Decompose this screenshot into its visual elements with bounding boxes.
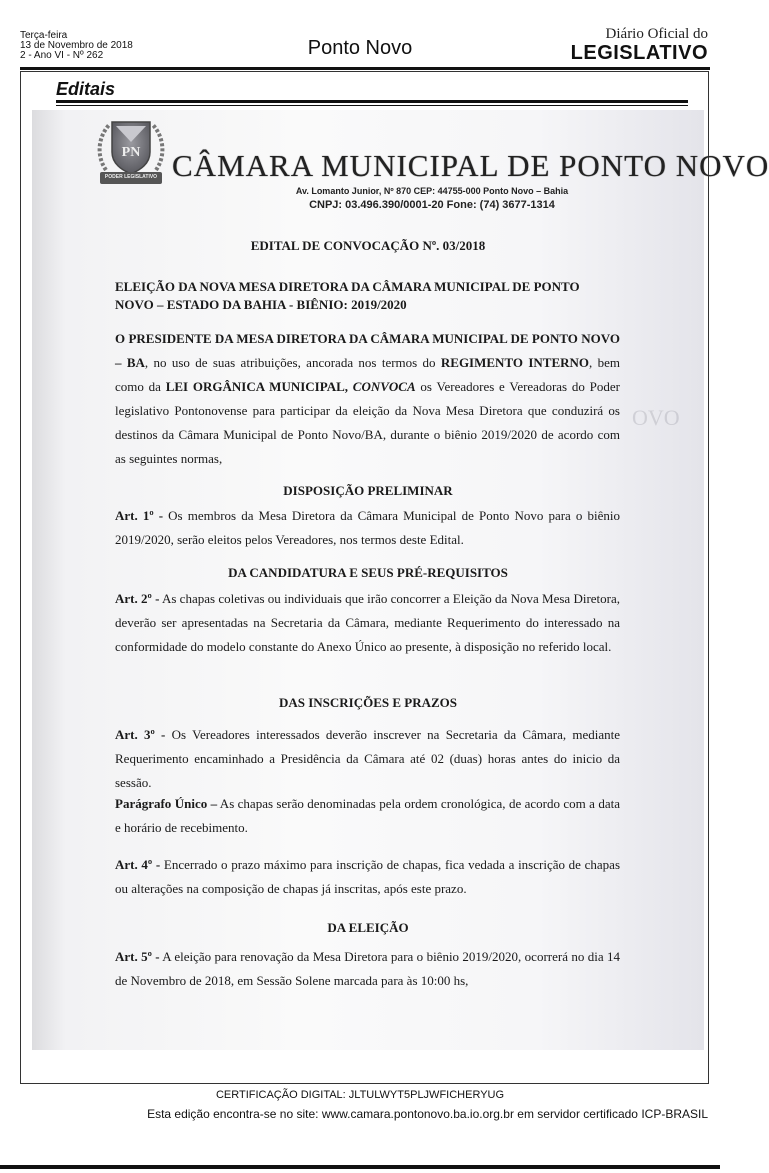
city-name: Ponto Novo — [307, 37, 413, 59]
issue-date: 13 de Novembro de 2018 — [20, 40, 133, 51]
art4-label: Art. 4º - — [115, 857, 161, 872]
article-1 — [115, 504, 620, 552]
svg-text:PN: PN — [121, 145, 141, 160]
brand-top: Diário Oficial do — [605, 26, 708, 42]
footer-divider — [0, 1165, 720, 1169]
art5-text: A eleição para renovação da Mesa Diretora para o biênio 2019/2020, ocorrerá no dia 14 de Novembro de 2018, em Sessão Solene marcada para às 10:00 hs, — [115, 949, 620, 988]
art1-text: Os membros da Mesa Diretora da Câmara Municipal de Ponto Novo para o biênio 2019/2020, serão eleitos pelos Vereadores, nos termos deste Edital. — [115, 508, 620, 547]
heading-candidatura: DA CANDIDATURA E SEUS PRÉ-REQUISITOS — [228, 565, 508, 580]
section-divider — [56, 100, 688, 103]
article-2 — [115, 587, 620, 659]
heading-disposicao: DISPOSIÇÃO PRELIMINAR — [283, 483, 453, 498]
edital-title: EDITAL DE CONVOCAÇÃO Nº. 03/2018 — [250, 238, 486, 253]
scanned-document — [32, 110, 769, 1050]
site-note: Esta edição encontra-se no site: www.camara.pontonovo.ba.io.org.br em servidor certificado ICP-BRASIL — [147, 1107, 708, 1121]
art1-label: Art. 1º - — [115, 508, 164, 523]
intro-convoca: CONVOCA — [352, 379, 416, 394]
intro-text-3: os Vereadores e Vereadoras do Poder legislativo Pontonovense para participar da eleição da Nova Mesa Diretora que conduzirá os destinos da Câmara Municipal de Ponto Novo/BA, durante o biênio 2019/2020 de acordo com as seguintes normas, — [115, 379, 620, 466]
par-label: Parágrafo Único – — [115, 796, 218, 811]
article-3 — [115, 723, 620, 795]
article-5 — [115, 945, 620, 993]
art2-label: Art. 2º - — [115, 591, 160, 606]
bleed-through-mark: OVO — [632, 405, 680, 430]
brand-logo — [571, 26, 708, 64]
edital-subject: ELEIÇÃO DA NOVA MESA DIRETORA DA CÂMARA MUNICIPAL DE PONTO NOVO – ESTADO DA BAHIA - BIÊNIO: 2019/2020 — [115, 279, 580, 312]
header-divider — [20, 67, 710, 70]
intro-paragraph — [115, 327, 620, 471]
paragrafo-unico — [115, 792, 620, 840]
art3-text: Os Vereadores interessados deverão inscrever na Secretaria da Câmara, mediante Requerimento encaminhado a Presidência da Câmara até 02 (duas) horas antes do inicio da sessão. — [115, 727, 620, 790]
intro-lei: LEI ORGÂNICA MUNICIPAL, — [165, 379, 353, 394]
intro-lead: O PRESIDENTE DA MESA DIRETORA DA CÂMARA MUNICIPAL DE PONTO NOVO – BA — [115, 331, 620, 370]
art5-label: Art. 5º - — [115, 949, 160, 964]
intro-text-2: , bem como da — [115, 355, 620, 394]
art2-text: As chapas coletivas ou individuais que irão concorrer a Eleição da Nova Mesa Diretora, deverão ser apresentadas na Secretaria da Câmara, mediante Requerimento do interessado na conformidade do modelo constante do Anexo Único ao presente, à disposição no referido local. — [115, 591, 620, 654]
chamber-address: Av. Lomanto Junior, Nº 870 CEP: 44755-000 Ponto Novo – Bahia — [295, 186, 569, 196]
art3-label: Art. 3º - — [115, 727, 166, 742]
intro-regimento: REGIMENTO INTERNO — [440, 355, 590, 370]
section-divider-thin — [56, 105, 688, 106]
section-title: Editais — [56, 79, 116, 99]
edition-number: 2 - Ano VI - Nº 262 — [20, 50, 104, 61]
chamber-cnpj: CNPJ: 03.496.390/0001-20 Fone: (74) 3677-1314 — [309, 199, 555, 211]
digital-certification: CERTIFICAÇÃO DIGITAL: JLTULWYT5PLJWFICHERYUG — [215, 1089, 505, 1101]
article-4 — [115, 853, 620, 901]
art4-text: Encerrado o prazo máximo para inscrição de chapas, fica vedada a inscrição de chapas ou alterações na composição de chapas já inscritas, após este prazo. — [115, 857, 621, 896]
brand-main: LEGISLATIVO — [570, 42, 708, 64]
intro-text-1: , no uso de suas atribuições, ancorada nos termos do — [144, 355, 441, 370]
heading-inscricoes: DAS INSCRIÇÕES E PRAZOS — [278, 695, 458, 710]
chamber-title: CÂMARA MUNICIPAL DE PONTO NOVO — [172, 148, 769, 183]
weekday: Terça-feira — [20, 30, 68, 41]
crest-banner-text: PODER LEGISLATIVO — [104, 174, 158, 180]
heading-eleicao: DA ELEIÇÃO — [327, 920, 409, 935]
par-text: As chapas serão denominadas pela ordem cronológica, de acordo com a data e horário de recebimento. — [115, 796, 620, 835]
